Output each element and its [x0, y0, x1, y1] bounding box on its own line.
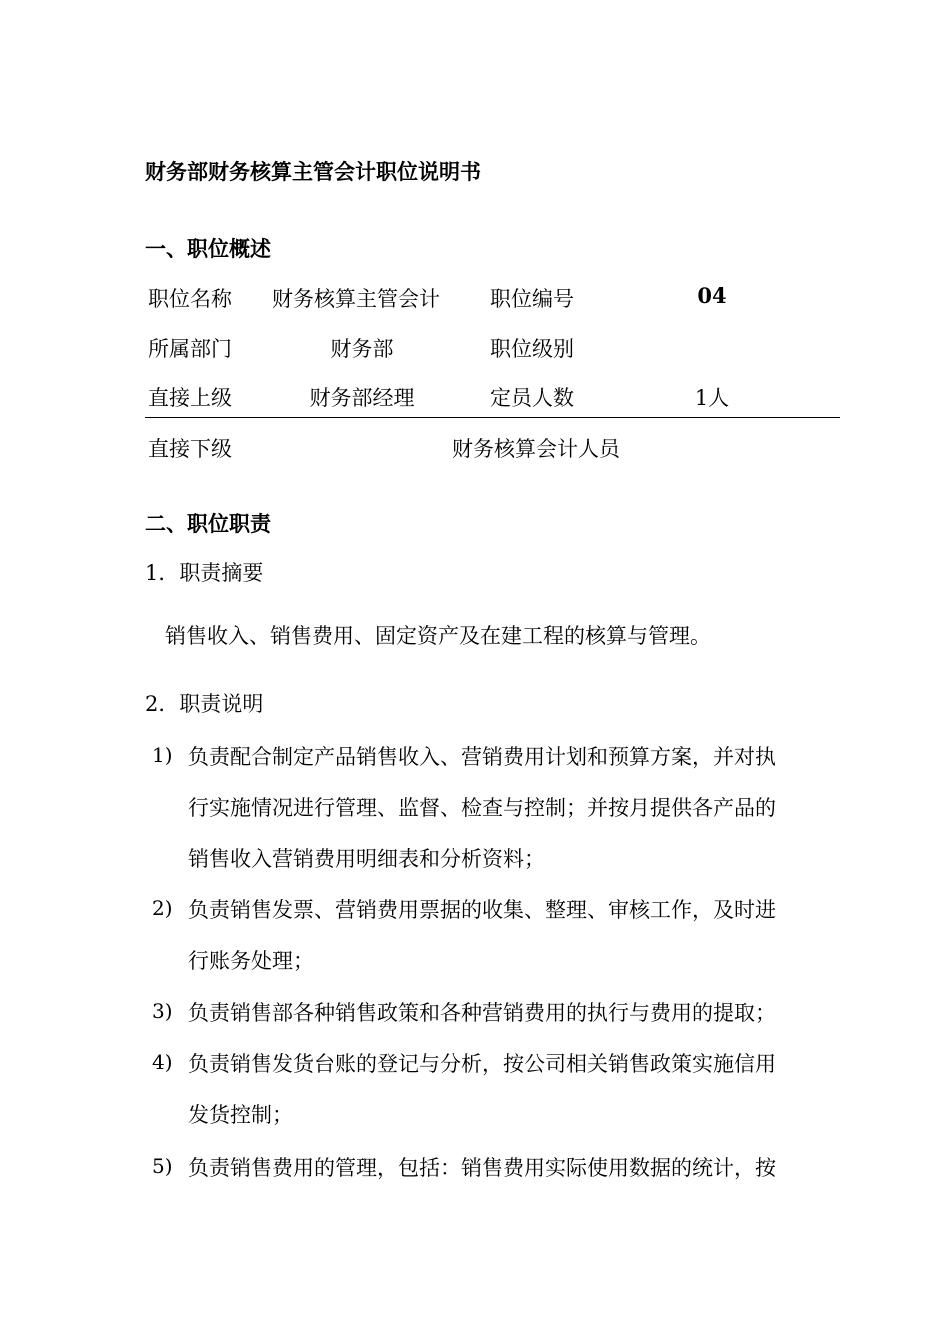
section-heading-duties: 二、职位职责	[145, 512, 271, 536]
summary-text: 销售收入、销售费用、固定资产及在建工程的核算与管理。	[165, 624, 711, 648]
value-position-code: 04	[697, 283, 727, 308]
label-direct-superior: 直接上级	[148, 386, 232, 410]
label-position-code: 职位编号	[490, 287, 574, 311]
duty-line: 负责销售部各种销售政策和各种营销费用的执行与费用的提取；	[188, 1001, 776, 1025]
value-direct-superior: 财务部经理	[309, 386, 415, 410]
duty-line: 行实施情况进行管理、监督、检查与控制；并按月提供各产品的	[188, 796, 776, 820]
duty-line: 负责销售费用的管理，包括：销售费用实际使用数据的统计，按	[188, 1156, 776, 1180]
duty-number: 1)	[152, 743, 173, 767]
duty-number: 4)	[152, 1050, 173, 1074]
label-position-name: 职位名称	[148, 287, 232, 311]
duty-line: 负责配合制定产品销售收入、营销费用计划和预算方案，并对执	[188, 745, 776, 769]
value-department: 财务部	[330, 337, 394, 361]
duty-number: 2)	[152, 896, 173, 920]
description-heading: 2．职责说明	[145, 692, 264, 716]
label-position-level: 职位级别	[490, 337, 574, 361]
duty-number: 3)	[152, 999, 173, 1023]
duty-line: 发货控制；	[188, 1103, 293, 1127]
value-direct-subordinate: 财务核算会计人员	[452, 437, 620, 461]
duty-line: 销售收入营销费用明细表和分析资料；	[188, 847, 545, 871]
duty-line: 负责销售发票、营销费用票据的收集、整理、审核工作，及时进	[188, 898, 776, 922]
value-position-name: 财务核算主管会计	[272, 287, 440, 311]
label-headcount: 定员人数	[490, 386, 574, 410]
document-title: 财务部财务核算主管会计职位说明书	[145, 160, 481, 184]
label-direct-subordinate: 直接下级	[148, 437, 232, 461]
duty-line: 行账务处理；	[188, 949, 314, 973]
label-department: 所属部门	[148, 337, 232, 361]
summary-heading: 1．职责摘要	[145, 561, 264, 585]
section-heading-overview: 一、职位概述	[145, 237, 271, 261]
duty-number: 5)	[152, 1154, 173, 1178]
value-headcount: 1人	[694, 386, 730, 410]
duty-line: 负责销售发货台账的登记与分析，按公司相关销售政策实施信用	[188, 1052, 776, 1076]
table-divider	[145, 417, 840, 418]
